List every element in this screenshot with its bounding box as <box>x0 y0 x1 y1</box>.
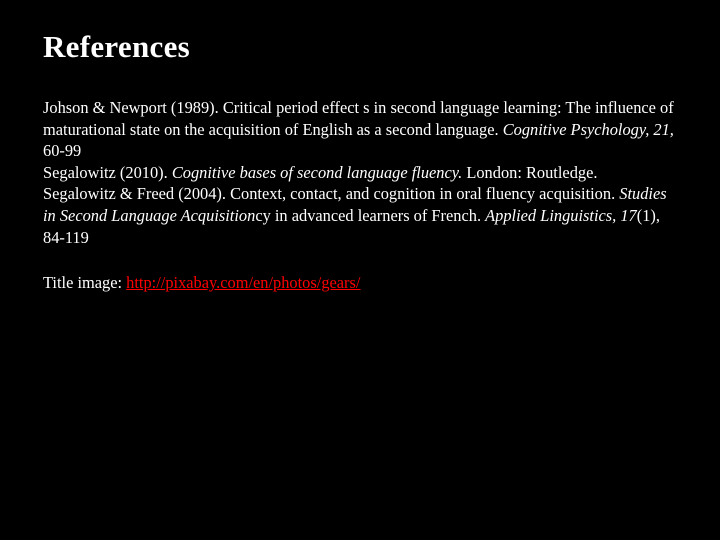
image-credit <box>43 272 683 294</box>
reference-text: Segalowitz (2010). <box>43 162 172 182</box>
reference-pages: (1), 84-119 <box>43 205 660 247</box>
reference-pages: 60-99 <box>43 141 82 161</box>
image-credit-link[interactable]: http://pixabay.com/en/photos/gears/ <box>126 273 361 293</box>
reference-segalowitz-2010 <box>43 162 683 184</box>
reference-text: Segalowitz & Freed (2004). Context, contact, and cognition in oral fluency acquisition. <box>43 184 620 204</box>
reference-journal-2: Applied Linguistics, 17 <box>485 205 637 225</box>
references-body <box>43 97 683 294</box>
reference-johnson-newport <box>43 97 683 162</box>
reference-text: Johson & Newport (1989). Critical period effect s in second language learning: The influence of maturational state on the acquisition of English as a second language. <box>43 98 674 139</box>
reference-text-continued: cy in advanced learners of French. <box>255 205 486 225</box>
reference-journal: Cognitive Psychology, 21, <box>502 119 674 139</box>
reference-segalowitz-freed <box>43 183 683 248</box>
reference-book-title: Cognitive bases of second language fluency. <box>171 162 463 182</box>
image-credit-label: Title image: <box>43 273 127 293</box>
reference-publisher: London: Routledge. <box>462 162 598 182</box>
reference-journal: Studies in Second Language Acquisition <box>43 184 667 225</box>
slide-title: References <box>43 29 191 64</box>
